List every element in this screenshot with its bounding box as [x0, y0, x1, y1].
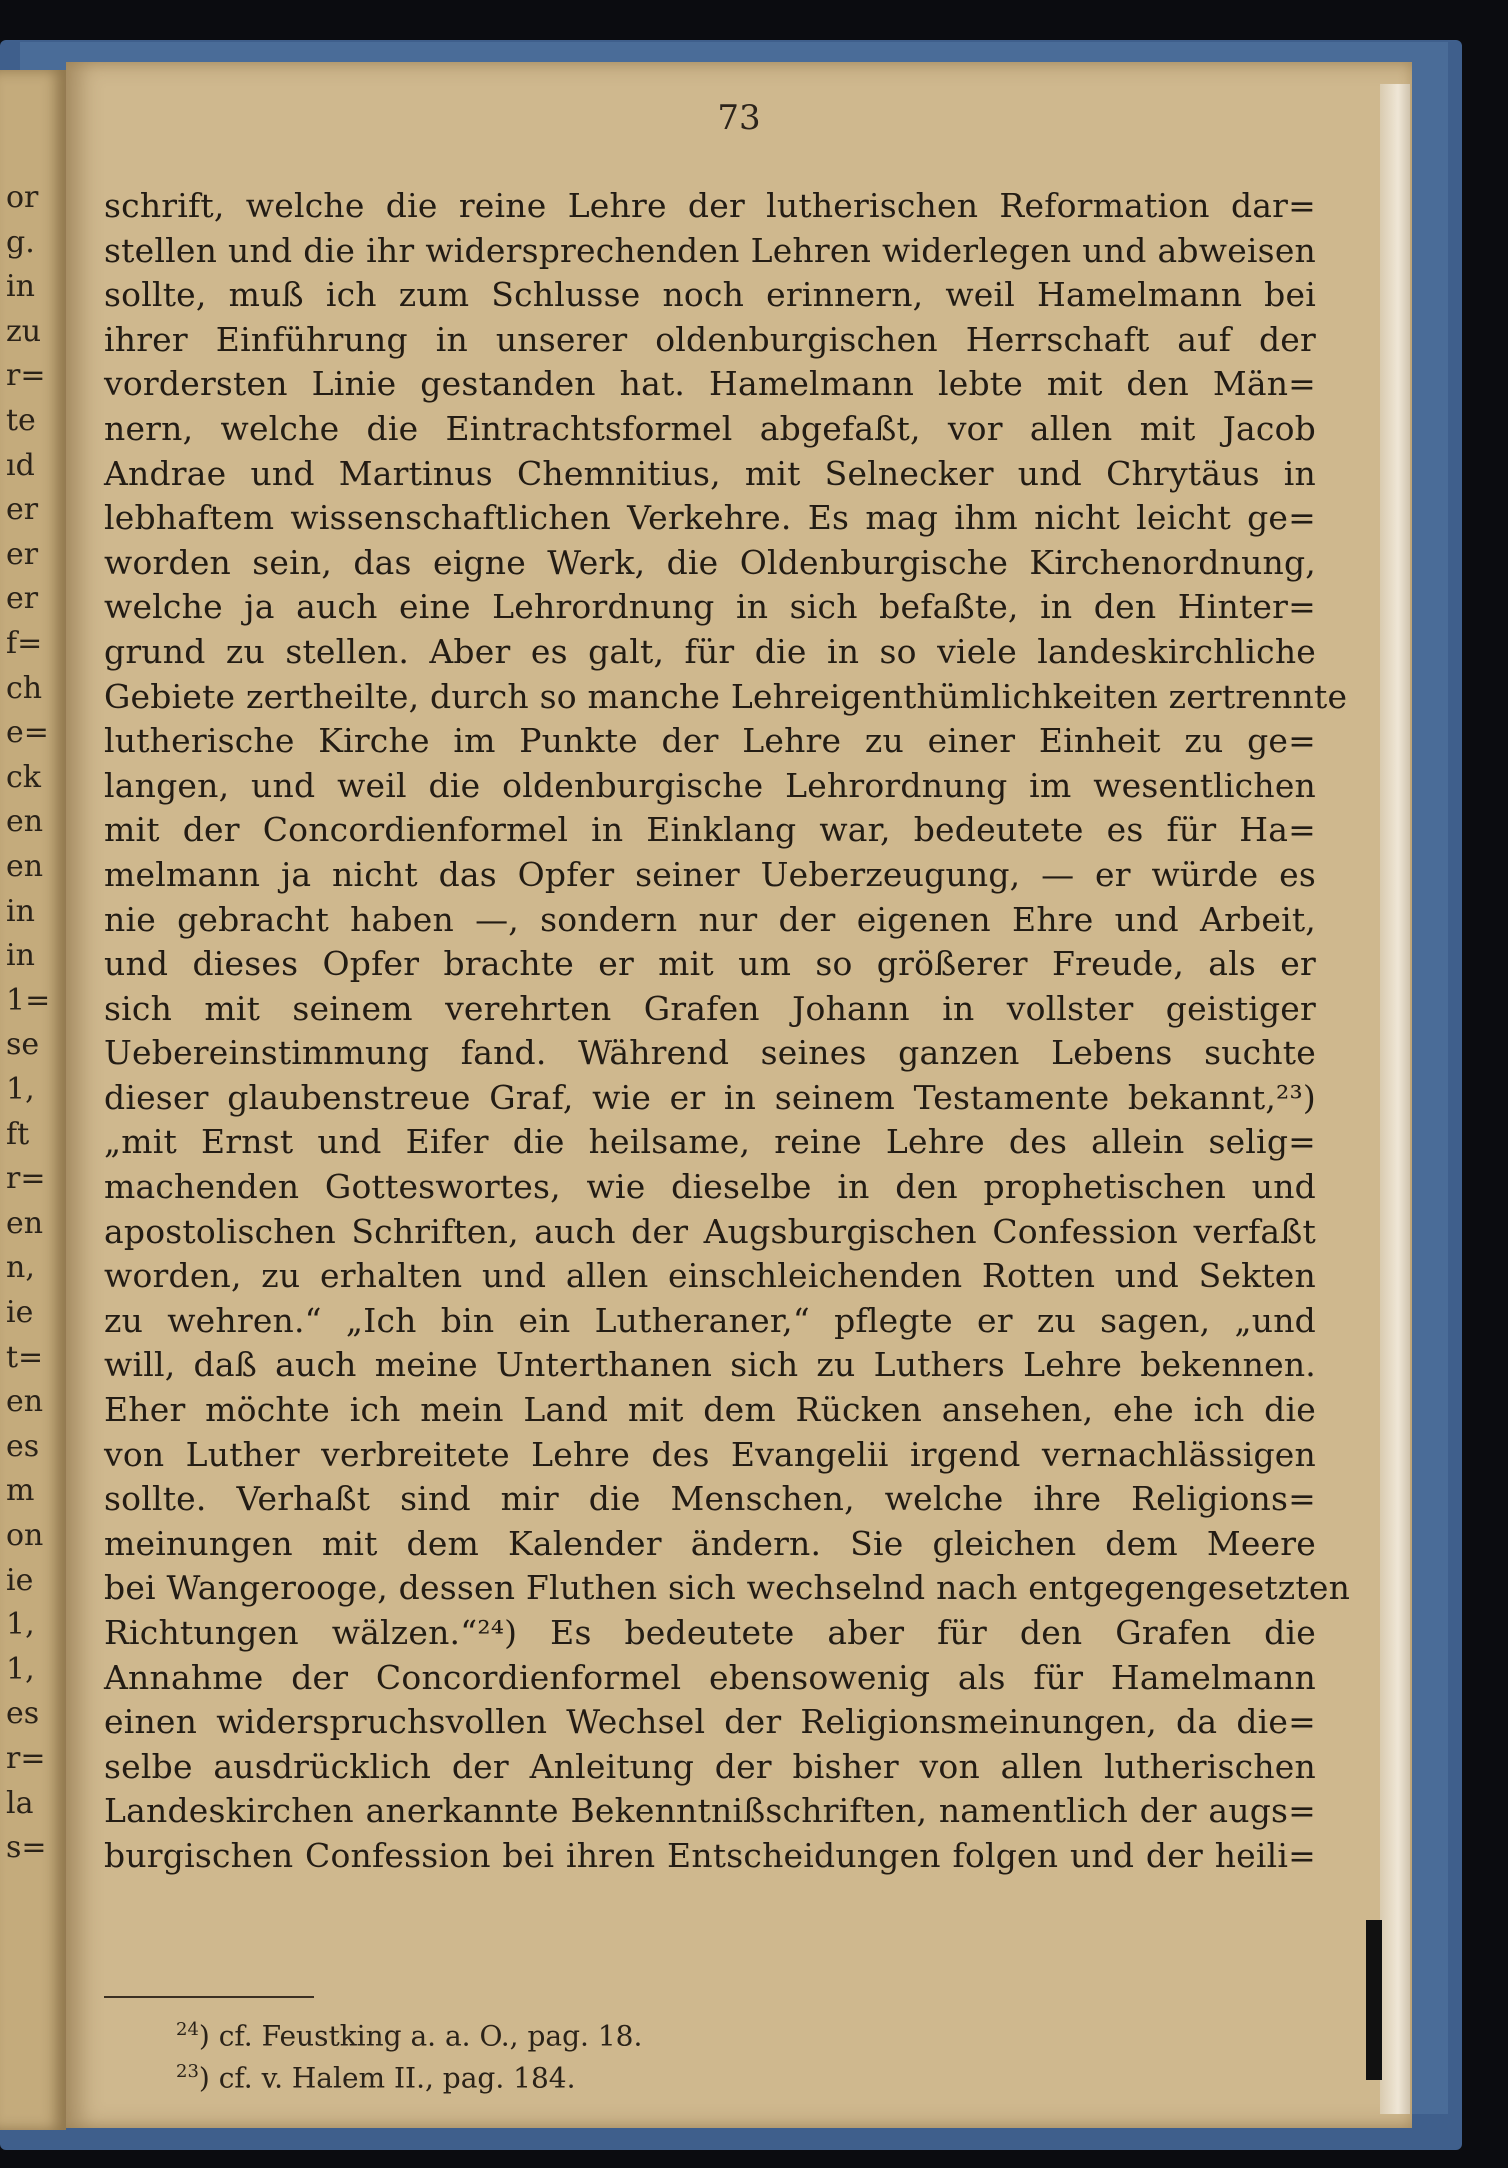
prev-page-fragment: en	[6, 849, 44, 884]
page-stack-edge	[1380, 84, 1410, 2114]
text-line: von Luther verbreitete Lehre des Evangelii irgend vernachlässigen	[104, 1434, 1316, 1474]
text-line: einen widerspruchsvollen Wechsel der Religionsmeinungen, da die=	[104, 1702, 1316, 1742]
previous-page-edge	[0, 70, 66, 2130]
text-line: langen, und weil die oldenburgische Lehrordnung im wesentlichen	[104, 765, 1316, 805]
text-line: Eher möchte ich mein Land mit dem Rücken ansehen, ehe ich die	[104, 1390, 1316, 1430]
text-line: nie gebracht haben —, sondern nur der eigenen Ehre und Arbeit,	[104, 899, 1316, 939]
prev-page-fragment: in	[6, 269, 35, 305]
prev-page-fragment: or	[6, 180, 39, 215]
text-line: Landeskirchen anerkannte Bekenntnißschriften, namentlich der augs=	[104, 1791, 1316, 1831]
text-line: lebhaftem wissenschaftlichen Verkehre. Es mag ihm nicht leicht ge=	[104, 498, 1316, 538]
text-line: welche ja auch eine Lehrordnung in sich befaßte, in den Hinter=	[104, 587, 1316, 627]
text-line: Uebereinstimmung fand. Während seines ganzen Lebens suchte	[104, 1033, 1316, 1073]
text-line: Annahme der Concordienformel ebensowenig als für Hamelmann	[104, 1657, 1316, 1697]
prev-page-fragment: en	[6, 1205, 44, 1241]
prev-page-fragment: s=	[6, 1830, 47, 1866]
text-line: dieser glaubenstreue Graf, wie er in seinem Testamente bekannt,²³)	[104, 1077, 1316, 1117]
prev-page-fragment: en	[6, 1384, 44, 1420]
text-line: mit der Concordienformel in Einklang war, bedeutete es für Ha=	[104, 810, 1316, 850]
text-line: sollte. Verhaßt sind mir die Menschen, welche ihre Religions=	[104, 1479, 1316, 1519]
prev-page-fragment: es	[6, 1428, 40, 1464]
text-line: Richtungen wälzen.“²⁴) Es bedeutete aber für den Grafen die	[104, 1613, 1316, 1652]
prev-page-fragment: se	[6, 1027, 40, 1063]
prev-page-fragment: ch	[6, 670, 43, 706]
text-line: lutherische Kirche im Punkte der Lehre zu einer Einheit zu ge=	[104, 721, 1316, 761]
prev-page-fragment: e=	[6, 715, 49, 751]
text-line: schrift, welche die reine Lehre der lutherischen Reformation dar=	[104, 186, 1316, 225]
text-line: burgischen Confession bei ihren Entscheidungen folgen und der heili=	[104, 1835, 1316, 1875]
text-line: meinungen mit dem Kalender ändern. Sie gleichen dem Meere	[104, 1523, 1316, 1563]
prev-page-fragment: 1=	[6, 982, 51, 1018]
prev-page-fragment: g.	[6, 224, 35, 260]
footnotes	[176, 2012, 642, 2097]
prev-page-fragment: ie	[6, 1562, 34, 1598]
text-line: Gebiete zertheilte, durch so manche Lehreigenthümlichkeiten zertrennte	[104, 676, 1348, 716]
prev-page-fragment: f=	[6, 626, 43, 661]
text-line: ihrer Einführung in unserer oldenburgischen Herrschaft auf der	[104, 319, 1316, 359]
prev-page-fragment: zu	[6, 313, 42, 349]
text-line: selbe ausdrücklich der Anleitung der bisher von allen lutherischen	[104, 1746, 1316, 1786]
prev-page-fragment: in	[6, 938, 35, 974]
footnote-rule	[104, 1996, 314, 1998]
prev-page-fragment: ıd	[6, 447, 35, 483]
prev-page-fragment: on	[6, 1518, 44, 1553]
footnote	[176, 2012, 642, 2054]
prev-page-fragment: r=	[6, 358, 46, 394]
footnote-mark: 23	[176, 2061, 199, 2083]
prev-page-fragment: n,	[6, 1250, 35, 1286]
page-number: 73	[717, 98, 761, 138]
text-line: Andrae und Martinus Chemnitius, mit Selnecker und Chrytäus in	[104, 453, 1316, 493]
text-line: und dieses Opfer brachte er mit um so größerer Freude, als er	[104, 944, 1316, 984]
prev-page-fragment: la	[6, 1785, 34, 1821]
prev-page-fragment: 1,	[6, 1651, 35, 1687]
prev-page-fragment: ie	[6, 1295, 34, 1330]
text-line: „mit Ernst und Eifer die heilsame, reine Lehre des allein selig=	[104, 1122, 1316, 1162]
text-line: grund zu stellen. Aber es galt, für die in so viele landeskirchliche	[104, 631, 1316, 671]
prev-page-fragment: 1,	[6, 1607, 35, 1643]
text-line: bei Wangerooge, dessen Fluthen sich wechselnd nach entgegengesetzten	[104, 1568, 1351, 1608]
text-line: apostolischen Schriften, auch der Augsburgischen Confession verfaßt	[104, 1211, 1316, 1251]
prev-page-fragment: er	[6, 581, 39, 617]
text-line: sich mit seinem verehrten Grafen Johann in vollster geistiger	[104, 988, 1316, 1028]
text-line: zu wehren.“ „Ich bin ein Lutheraner,“ pflegte er zu sagen, „und	[104, 1300, 1316, 1340]
prev-page-fragment: en	[6, 804, 44, 840]
text-line: sollte, muß ich zum Schlusse noch erinnern, weil Hamelmann bei	[104, 275, 1316, 315]
prev-page-fragment: in	[6, 893, 35, 929]
prev-page-fragment: es	[6, 1696, 40, 1732]
prev-page-fragment: er	[6, 492, 39, 528]
text-line: melmann ja nicht das Opfer seiner Ueberzeugung, — er würde es	[104, 854, 1316, 894]
text-line: will, daß auch meine Unterthanen sich zu Luthers Lehre bekennen.	[104, 1345, 1316, 1385]
prev-page-fragment: r=	[6, 1741, 46, 1776]
text-line: stellen und die ihr widersprechenden Lehren widerlegen und abweisen	[104, 230, 1316, 270]
book-page	[66, 62, 1412, 2128]
footnote	[176, 2054, 642, 2096]
text-line: machenden Gotteswortes, wie dieselbe in den prophetischen und	[104, 1167, 1316, 1207]
text-line: nern, welche die Eintrachtsformel abgefaßt, vor allen mit Jacob	[104, 408, 1316, 448]
prev-page-fragment: 1,	[6, 1072, 35, 1107]
footnote-mark: 24	[176, 2019, 199, 2040]
prev-page-fragment: te	[6, 403, 36, 438]
prev-page-fragment: r=	[6, 1161, 46, 1197]
footnote-text: ) cf. v. Halem II., pag. 184.	[198, 2061, 576, 2095]
footnote-text: ) cf. Feustking a. a. O., pag. 18.	[198, 2019, 643, 2053]
binding-shadow	[1366, 1920, 1382, 2080]
text-line: worden sein, das eigne Werk, die Oldenburgische Kirchenordnung,	[104, 542, 1316, 582]
body-text	[104, 184, 1351, 1879]
text-line: vordersten Linie gestanden hat. Hamelmann lebte mit den Män=	[104, 364, 1316, 404]
prev-page-fragment: ck	[6, 759, 41, 795]
prev-page-fragment: ft	[6, 1116, 30, 1152]
prev-page-fragment: m	[6, 1473, 35, 1509]
text-line: worden, zu erhalten und allen einschleichenden Rotten und Sekten	[104, 1256, 1316, 1296]
prev-page-fragment: er	[6, 536, 39, 572]
prev-page-fragment: t=	[6, 1339, 44, 1375]
